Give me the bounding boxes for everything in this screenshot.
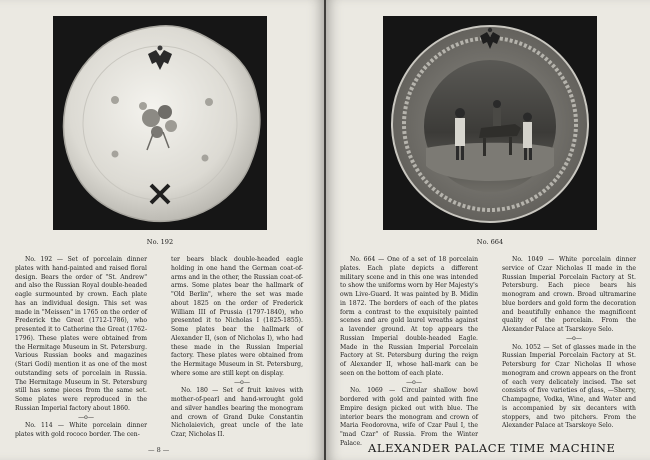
separator: —o— [406,378,422,386]
page-number: — 8 — [148,446,170,454]
separator: —o— [78,413,94,421]
photo-caption: No. 664 [476,238,504,246]
catalog-entry-180: No. 180 — Set of fruit knives with mother-of-pearl and hand-wrought gold and silver handles bearing the monogram and crown of Grand Duke Constantin Nicholaievich, great uncle of the late Czar, Nicholas II. [171,387,303,438]
left-page [0,0,324,460]
catalog-entry-664: No. 664 — One of a set of 18 porcelain plates. Each plate depicts a different military scene and in this one was intended to show the uniforms worn by Her Majesty's own Live-Guard. It was painted by B. Midin in 1872. The borders of each of the plates form a contrast to the exquisitely painted scenes and are gold laurel wreaths against a lavender ground. At top appears the Russian Imperial double-headed Eagle. Made in the Russian Imperial Porcelain Factory at St. Petersburg during the reign of Alexander II, whose hall-mark can be seen on the bottom of each plate. [340,256,478,377]
catalog-entry-192: No. 192 — Set of porcelain dinner plates with hand-painted and raised floral design. Bears the order of "St. Andrew" and also the Russian Royal double-headed eagle surmounted by crown. Each plate has an individual design. This set was made in "Meissen" in 1765 on the order of Frederick the Great (1712-1786), who presented it to Catherine the Great (1762-1796). These plates were obtained from the Hermitage Museum in St. Petersburg. Various Russian books and magazines (Stari Godi) mention it as one of the most outstanding sets of porcelain in Russia. The Hermitage Museum in St. Petersburg still has some pieces from the same set. Some plates were reproduced in the Russian Imperial factory about 1860. [15,256,147,412]
meissen-plate-image [53,16,267,230]
catalog-entry-1069: No. 1069 — Circular shallow bowl bordered with gold and painted with fine Empire design picked out with blue. The interior bears the monogram and crown of Maria Feodorovna, wife of Czar Paul I, the "mad Czar" of Russia. From the Winter Palace. [340,387,478,447]
photo-caption: No. 192 [146,238,174,246]
separator: —o— [566,334,582,342]
separator: —o— [234,378,250,386]
watermark-banner: ALEXANDER PALACE TIME MACHINE [368,441,616,455]
plate-192-photo [53,16,267,230]
text-column [340,256,478,449]
catalog-entry-1052: No. 1052 — Set of glasses made in the Russian Imperial Porcelain Factory at St. Petersburg for Czar Nicholas II whose monogram and crown appears on the front of each very delicately incised. The set consists of five varieties of glass, —Sherry, Champagne, Vodka, Wine, and Water and is accompanied by six decanters with stoppers, and two pitchers. From the Alexander Palace at Tsarskoye Selo. [502,343,636,430]
military-scene-plate-image [383,16,597,230]
catalog-entry-1049: No. 1049 — White porcelain dinner service of Czar Nicholas II made in the Russian Imperial Porcelain Factory at St. Petersburg. Each piece bears his monogram and crown. Broad ultramarine blue borders and gold form the decoration and beautifully enhance the magnificent quality of the porcelain. From the Alexander Palace at Tsarskoye Selo. [502,256,636,333]
text-column [502,256,636,431]
text-column [171,256,303,440]
text-column [15,256,147,440]
plate-664-photo [383,16,597,230]
catalog-entry-114-cont: ter bears black double-headed eagle holding in one hand the German coat-of-arms and in the other, the Russian coat-of-arms. Some plates bear the hallmark of "Old Berlin", where the set was made about 1825 on the order of Frederick William III of Prussia (1797-1840), who presented it to Nicholas I (1825-1855). Some plates bear the hallmark of Alexander II, (son of Nicholas I), who had these made in the Russian Imperial factory. These plates were obtained from the Hermitage Museum in St. Petersburg, where some are still kept on display. [171,256,303,377]
catalog-entry-114: No. 114 — White porcelain dinner plates with gold rococo border. The cen- [15,422,147,438]
right-page [326,0,650,460]
